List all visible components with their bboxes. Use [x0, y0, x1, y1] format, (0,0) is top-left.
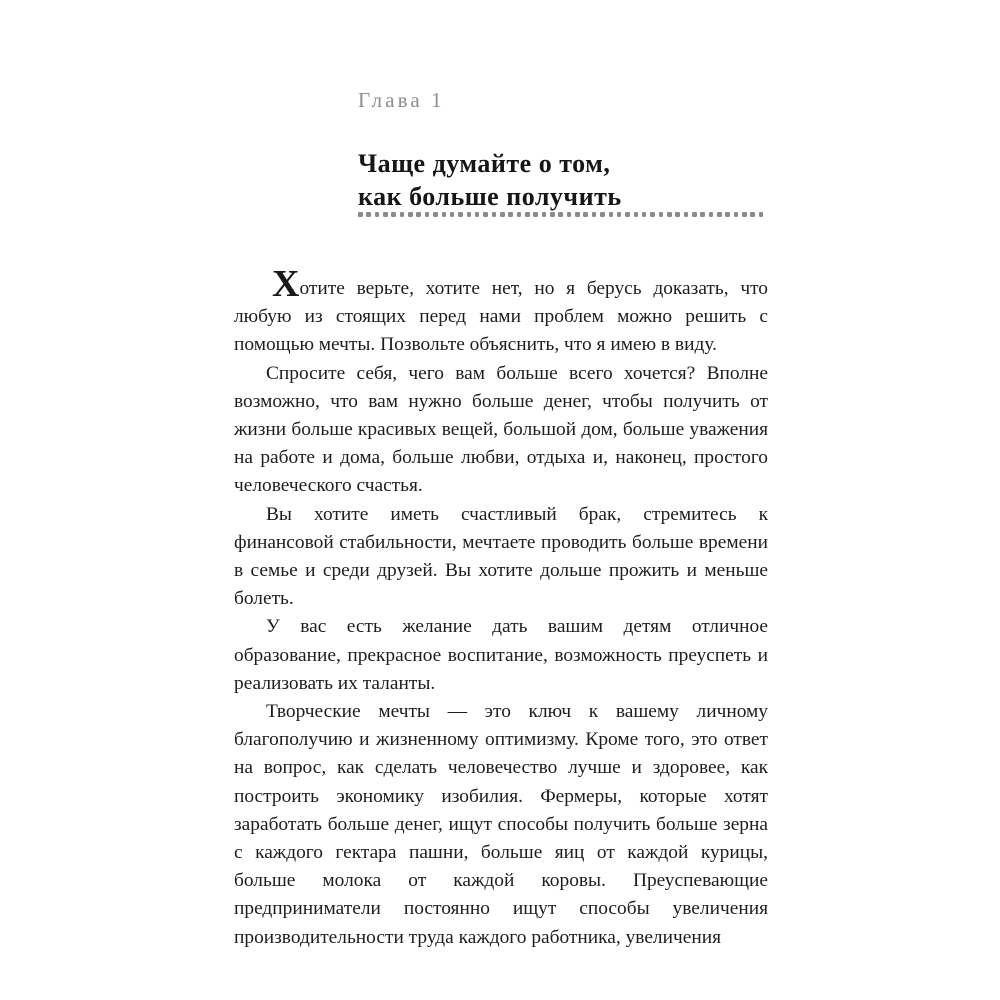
- page-title: [358, 147, 758, 213]
- divider-dot: [583, 212, 588, 217]
- divider-dot: [408, 212, 413, 217]
- paragraph-1: [234, 263, 768, 360]
- divider-dot: [358, 212, 363, 217]
- divider-dot: [567, 212, 572, 217]
- divider-dot: [592, 212, 597, 217]
- divider-dot: [725, 212, 730, 217]
- dotted-divider: [358, 212, 764, 217]
- paragraph-1-text: отите верьте, хотите нет, но я берусь доказать, что любую из стоящих перед нами проблем можно решить с помощью мечты. Позвольте объяснить, что я имею в виду.: [234, 278, 768, 356]
- divider-dot: [684, 212, 689, 217]
- body-text: [234, 263, 768, 952]
- paragraph-2: Спросите себя, чего вам больше всего хочется? Вполне возможно, что вам нужно больше денег, чтобы получить от жизни больше красивых вещей, большой дом, больше уважения на работе и дома, больше любви, отдыха и, наконец, простого человеческого счастья.: [234, 362, 768, 497]
- divider-dot: [750, 212, 755, 217]
- divider-dot: [542, 212, 547, 217]
- divider-dot: [625, 212, 630, 217]
- divider-dot: [634, 212, 639, 217]
- page-title-line-2: как больше получить: [358, 182, 622, 212]
- divider-dot: [517, 212, 522, 217]
- divider-dot: [667, 212, 672, 217]
- paragraph-4: У вас есть желание дать вашим детям отличное образование, прекрасное воспитание, возможность преуспеть и реализовать их таланты.: [234, 616, 768, 694]
- divider-dot: [609, 212, 614, 217]
- divider-dot: [500, 212, 505, 217]
- page-title-line-1: Чаще думайте о том,: [358, 149, 611, 179]
- divider-dot: [600, 212, 605, 217]
- divider-dot: [642, 212, 647, 217]
- divider-dot: [508, 212, 513, 217]
- initial-cap: Х: [272, 263, 300, 305]
- divider-dot: [717, 212, 722, 217]
- divider-dot: [433, 212, 438, 217]
- divider-dot: [558, 212, 563, 217]
- divider-dot: [400, 212, 405, 217]
- divider-dot: [442, 212, 447, 217]
- divider-dot: [700, 212, 705, 217]
- divider-dot: [450, 212, 455, 217]
- divider-dot: [659, 212, 664, 217]
- divider-dot: [425, 212, 430, 217]
- divider-dot: [391, 212, 396, 217]
- paragraph-3: Вы хотите иметь счастливый брак, стремитесь к финансовой стабильности, мечтаете проводить больше времени в семье и среди друзей. Вы хотите дольше прожить и меньше болеть.: [234, 503, 768, 610]
- divider-dot: [467, 212, 472, 217]
- divider-dot: [475, 212, 480, 217]
- paragraph-5: Творческие мечты — это ключ к вашему личному благополучию и жизненному оптимизму. Кроме того, это ответ на вопрос, как сделать человечество лучше и здоровее, как построить экономику изобилия. Фермеры, которые хотят заработать больше денег, ищут способы получить больше зерна с каждого гектара пашни, больше яиц от каждой курицы, больше молока от каждой коровы. Преуспевающие предприниматели постоянно ищут способы увеличения производительности труда каждого работника, увеличения: [234, 701, 768, 948]
- divider-dot: [709, 212, 714, 217]
- divider-dot: [492, 212, 497, 217]
- divider-dot: [416, 212, 421, 217]
- chapter-label: Глава 1: [358, 88, 445, 112]
- divider-dot: [575, 212, 580, 217]
- divider-dot: [533, 212, 538, 217]
- divider-dot: [383, 212, 388, 217]
- divider-dot: [650, 212, 655, 217]
- divider-dot: [734, 212, 739, 217]
- divider-dot: [675, 212, 680, 217]
- divider-dot: [550, 212, 555, 217]
- divider-dot: [759, 212, 764, 217]
- divider-dot: [366, 212, 371, 217]
- divider-dot: [525, 212, 530, 217]
- divider-dot: [692, 212, 697, 217]
- divider-dot: [617, 212, 622, 217]
- divider-dot: [375, 212, 380, 217]
- divider-dot: [483, 212, 488, 217]
- divider-dot: [742, 212, 747, 217]
- divider-dot: [458, 212, 463, 217]
